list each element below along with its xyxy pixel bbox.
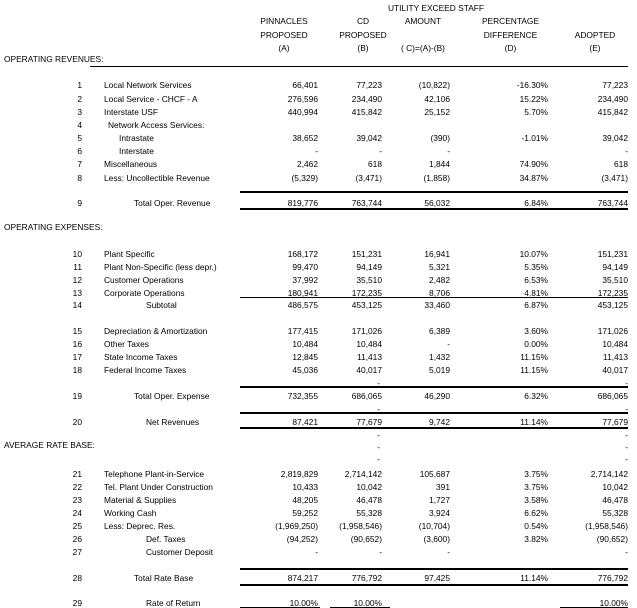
col-a-line1: PINNACLES — [260, 16, 308, 26]
row-label: Miscellaneous — [104, 159, 158, 169]
cell-col-c: - — [447, 339, 450, 349]
cell-col-a: (1,969,250) — [275, 521, 318, 531]
cell-col-b: 39,042 — [356, 133, 382, 143]
section-average-rate-base: AVERAGE RATE BASE: — [4, 440, 95, 450]
row-number: 29 — [72, 598, 82, 608]
row-label: Total Oper. Expense — [134, 391, 210, 401]
section-operating-revenues: OPERATING REVENUES: — [4, 54, 104, 64]
cell-col-a: 486,575 — [287, 300, 318, 310]
cell-col-c: 2,482 — [429, 275, 450, 285]
row-label: Working Cash — [104, 508, 157, 518]
cell-col-a: 732,355 — [287, 391, 318, 401]
cell-col-c: (390) — [430, 133, 450, 143]
cell-col-a: - — [315, 547, 318, 557]
rule-line — [240, 412, 628, 414]
cell-col-b: 10,042 — [356, 482, 382, 492]
row-label: Depreciation & Amortization — [104, 326, 208, 336]
cell-col-b: 776,792 — [351, 573, 382, 583]
row-number: 6 — [77, 146, 82, 156]
cell-col-e: 77,679 — [602, 417, 628, 427]
row-label: State Income Taxes — [104, 352, 178, 362]
row-label: Plant Specific — [104, 249, 155, 259]
cell-col-d: 3.82% — [524, 534, 548, 544]
row-number: 1 — [77, 80, 82, 90]
row-label: Tel. Plant Under Construction — [104, 482, 213, 492]
cell-col-a: 12,845 — [292, 352, 318, 362]
cell-col-b: 77,679 — [356, 417, 382, 427]
cell-col-c: (10,704) — [418, 521, 450, 531]
cell-col-e: 11,413 — [603, 352, 628, 362]
row-label: Local Service - CHCF - A — [104, 94, 198, 104]
cell-col-c: 5,321 — [429, 262, 450, 272]
cell-col-d: 3.75% — [524, 482, 548, 492]
row-label: Corporate Operations — [104, 288, 185, 298]
cell-col-d: 74.90% — [519, 159, 548, 169]
cell-col-b: 46,478 — [356, 495, 382, 505]
col-d-line2: DIFFERENCE — [483, 30, 538, 40]
rule-line — [90, 66, 628, 67]
col-e-line3: (E) — [589, 43, 601, 53]
cell-col-b: 35,510 — [356, 275, 382, 285]
col-a-line2: PROPOSED — [260, 30, 308, 40]
row-number: 19 — [72, 391, 82, 401]
cell-col-c: 56,032 — [424, 198, 450, 208]
row-label: Total Rate Base — [134, 573, 194, 583]
row-number: 18 — [72, 365, 82, 375]
cell-col-d: 34.87% — [519, 173, 548, 183]
cell-col-a: 180,941 — [287, 288, 318, 298]
cell-col-b: 171,026 — [351, 326, 382, 336]
cell-col-e: 151,231 — [597, 249, 628, 259]
cell-col-a: 37,992 — [292, 275, 318, 285]
rule-line — [240, 191, 628, 193]
col-a-line3: (A) — [278, 43, 290, 53]
cell-col-d: 3.75% — [524, 469, 548, 479]
row-label: Intrastate — [119, 133, 154, 143]
cell-col-c: (3,600) — [423, 534, 450, 544]
rule-line — [240, 386, 628, 388]
row-number: 23 — [72, 495, 82, 505]
dash-filler: - — [625, 454, 628, 464]
cell-col-b: (1,958,546) — [339, 521, 382, 531]
row-label: Net Revenues — [146, 417, 200, 427]
col-c-line1: AMOUNT — [404, 16, 442, 26]
cell-col-c: 3,924 — [429, 508, 450, 518]
cell-col-b: - — [379, 146, 382, 156]
col-d-line1: PERCENTAGE — [481, 16, 540, 26]
cell-col-b: - — [379, 547, 382, 557]
row-number: 20 — [72, 417, 82, 427]
cell-col-b: 686,065 — [351, 391, 382, 401]
cell-col-c: 9,742 — [429, 417, 450, 427]
cell-col-a: 99,470 — [292, 262, 318, 272]
row-label: Other Taxes — [104, 339, 149, 349]
cell-col-c: 5,019 — [429, 365, 450, 375]
cell-col-d: 0.00% — [524, 339, 548, 349]
cell-col-a: 10,433 — [292, 482, 318, 492]
row-number: 3 — [77, 107, 82, 117]
cell-col-d: 5.35% — [524, 262, 548, 272]
cell-col-d: 5.70% — [524, 107, 548, 117]
cell-col-e: 763,744 — [597, 198, 628, 208]
cell-col-a: 66,401 — [292, 80, 318, 90]
dash-filler: - — [377, 378, 380, 388]
cell-col-b: 763,744 — [351, 198, 382, 208]
row-number: 10 — [72, 249, 82, 259]
cell-col-c: - — [447, 146, 450, 156]
cell-col-c: (1,858) — [423, 173, 450, 183]
cell-col-e: 77,223 — [602, 80, 628, 90]
cell-col-d: 3.60% — [524, 326, 548, 336]
row-label: Interstate — [119, 146, 154, 156]
cell-col-d: -1.01% — [521, 133, 548, 143]
cell-col-c: - — [447, 547, 450, 557]
row-number: 16 — [72, 339, 82, 349]
rule-line — [240, 584, 628, 586]
cell-col-e: 94,149 — [602, 262, 628, 272]
cell-col-a: 168,172 — [287, 249, 318, 259]
cell-col-b: 2,714,142 — [344, 469, 382, 479]
row-number: 22 — [72, 482, 82, 492]
cell-col-c: 1,844 — [429, 159, 450, 169]
header-group-title: UTILITY EXCEED STAFF — [388, 3, 485, 13]
row-number: 11 — [73, 262, 82, 272]
cell-col-d: 6.32% — [524, 391, 548, 401]
cell-col-d: 6.84% — [524, 198, 548, 208]
section-operating-expenses: OPERATING EXPENSES: — [4, 222, 103, 232]
cell-col-b: 234,490 — [351, 94, 382, 104]
cell-col-b: 77,223 — [356, 80, 382, 90]
cell-col-c: 8,706 — [429, 288, 450, 298]
dash-filler: - — [625, 404, 628, 414]
row-number: 2 — [77, 94, 82, 104]
row-label: Telephone Plant-in-Service — [104, 469, 205, 479]
rule-line — [240, 208, 628, 210]
cell-col-a: 48,205 — [292, 495, 318, 505]
rule-line — [240, 568, 628, 570]
cell-col-e: 10,042 — [602, 482, 628, 492]
cell-col-d: -16.30% — [516, 80, 548, 90]
row-label: Less: Deprec. Res. — [104, 521, 176, 531]
cell-col-e: (3,471) — [601, 173, 628, 183]
cell-col-e: 46,478 — [602, 495, 628, 505]
rule-line — [240, 297, 628, 298]
rule-line — [240, 427, 628, 429]
dash-filler: - — [625, 378, 628, 388]
cell-col-a: 87,421 — [292, 417, 318, 427]
cell-col-c: 97,425 — [424, 573, 450, 583]
row-label: Customer Operations — [104, 275, 184, 285]
row-label: Federal Income Taxes — [104, 365, 187, 375]
cell-col-b: 10,484 — [356, 339, 382, 349]
cell-col-c: 391 — [436, 482, 450, 492]
row-number: 28 — [72, 573, 82, 583]
dash-filler: - — [377, 404, 380, 414]
cell-col-a: 59,252 — [292, 508, 318, 518]
cell-col-a: 38,652 — [292, 133, 318, 143]
cell-col-e: 776,792 — [597, 573, 628, 583]
cell-col-d: 6.53% — [524, 275, 548, 285]
col-b-line2: PROPOSED — [339, 30, 387, 40]
cell-col-e: 234,490 — [597, 94, 628, 104]
row-label: Def. Taxes — [146, 534, 186, 544]
row-number: 7 — [77, 159, 82, 169]
cell-col-d: 6.87% — [524, 300, 548, 310]
row-number: 14 — [72, 300, 82, 310]
cell-col-a: 2,462 — [297, 159, 318, 169]
cell-col-c: (10,822) — [418, 80, 450, 90]
row-number: 5 — [77, 133, 82, 143]
cell-col-e: (1,958,546) — [585, 521, 628, 531]
cell-col-a: 440,994 — [287, 107, 318, 117]
cell-col-c: 6,389 — [429, 326, 450, 336]
cell-col-e: - — [625, 146, 628, 156]
cell-col-d: 11.14% — [520, 417, 548, 427]
dash-filler: - — [625, 430, 628, 440]
row-number: 8 — [77, 173, 82, 183]
cell-col-b: 40,017 — [356, 365, 382, 375]
cell-col-b: 415,842 — [351, 107, 382, 117]
row-label: Rate of Return — [146, 598, 201, 608]
cell-col-d: 4.81% — [524, 288, 548, 298]
cell-col-c: 25,152 — [424, 107, 450, 117]
col-b-line1: CD — [356, 16, 370, 26]
cell-col-c: 1,432 — [429, 352, 450, 362]
cell-col-b: 172,235 — [351, 288, 382, 298]
col-d-line3: (D) — [504, 43, 517, 53]
cell-col-e: 172,235 — [597, 288, 628, 298]
cell-col-c: 46,290 — [424, 391, 450, 401]
cell-col-e: 10,484 — [602, 339, 628, 349]
cell-col-e: 35,510 — [602, 275, 628, 285]
col-c-line3: ( C)=(A)-(B) — [401, 43, 445, 53]
cell-col-d: 0.54% — [524, 521, 548, 531]
cell-col-e: 415,842 — [597, 107, 628, 117]
cell-col-e: 453,125 — [597, 300, 628, 310]
dash-filler: - — [625, 442, 628, 452]
cell-col-a: 276,596 — [287, 94, 318, 104]
cell-col-e: - — [625, 547, 628, 557]
cell-col-a: 874,217 — [287, 573, 318, 583]
row-number: 26 — [72, 534, 82, 544]
row-label: Material & Supplies — [104, 495, 177, 505]
cell-col-b: (90,652) — [350, 534, 382, 544]
cell-col-c: 33,460 — [424, 300, 450, 310]
cell-col-b: 151,231 — [351, 249, 382, 259]
row-label: Subtotal — [146, 300, 177, 310]
col-b-line3: (B) — [357, 43, 369, 53]
cell-col-a: (94,252) — [286, 534, 318, 544]
row-number: 15 — [72, 326, 82, 336]
dash-filler: - — [377, 430, 380, 440]
cell-col-a: 819,776 — [287, 198, 318, 208]
cell-col-b: 453,125 — [351, 300, 382, 310]
cell-col-d: 10.07% — [519, 249, 548, 259]
cell-col-a: 45,036 — [292, 365, 318, 375]
cell-col-e: 171,026 — [597, 326, 628, 336]
cell-col-e: 10.00% — [599, 598, 628, 608]
cell-col-b: 55,328 — [356, 508, 382, 518]
cell-col-d: 11.15% — [520, 352, 548, 362]
cell-col-c: 1,727 — [429, 495, 450, 505]
cell-col-d: 3.58% — [524, 495, 548, 505]
cell-col-e: 618 — [614, 159, 628, 169]
cell-col-e: 2,714,142 — [590, 469, 628, 479]
row-label: Customer Deposit — [146, 547, 214, 557]
cell-col-a: - — [315, 146, 318, 156]
cell-col-b: (3,471) — [355, 173, 382, 183]
row-label: Network Access Services: — [108, 120, 205, 130]
cell-col-e: 39,042 — [602, 133, 628, 143]
cell-col-b: 10.00% — [353, 598, 382, 608]
cell-col-c: 105,687 — [419, 469, 450, 479]
cell-col-c: 16,941 — [424, 249, 450, 259]
row-number: 13 — [72, 288, 82, 298]
row-label: Less: Uncollectible Revenue — [104, 173, 210, 183]
row-number: 4 — [77, 120, 82, 130]
cell-col-d: 11.15% — [520, 365, 548, 375]
cell-col-b: 11,413 — [357, 352, 382, 362]
cell-col-a: 10.00% — [289, 598, 318, 608]
row-label: Local Network Services — [104, 80, 192, 90]
cell-col-d: 6.62% — [524, 508, 548, 518]
row-label: Plant Non-Specific (less depr.) — [104, 262, 217, 272]
cell-col-a: (5,329) — [291, 173, 318, 183]
col-e-line2: ADOPTED — [574, 30, 616, 40]
row-number: 21 — [72, 469, 82, 479]
dash-filler: - — [377, 454, 380, 464]
cell-col-a: 10,484 — [292, 339, 318, 349]
cell-col-b: 618 — [368, 159, 382, 169]
cell-col-b: 94,149 — [356, 262, 382, 272]
cell-col-d: 11.14% — [520, 573, 548, 583]
row-number: 9 — [77, 198, 82, 208]
row-number: 12 — [72, 275, 82, 285]
row-number: 24 — [72, 508, 82, 518]
cell-col-a: 2,819,829 — [280, 469, 318, 479]
cell-col-e: (90,652) — [596, 534, 628, 544]
cell-col-e: 55,328 — [602, 508, 628, 518]
cell-col-e: 40,017 — [602, 365, 628, 375]
cell-col-d: 15.22% — [519, 94, 548, 104]
cell-col-c: 42,106 — [424, 94, 450, 104]
row-number: 25 — [72, 521, 82, 531]
row-number: 27 — [72, 547, 82, 557]
dash-filler: - — [377, 442, 380, 452]
row-label: Total Oper. Revenue — [134, 198, 211, 208]
cell-col-a: 177,415 — [287, 326, 318, 336]
cell-col-e: 686,065 — [597, 391, 628, 401]
row-number: 17 — [72, 352, 82, 362]
row-label: Interstate USF — [104, 107, 158, 117]
